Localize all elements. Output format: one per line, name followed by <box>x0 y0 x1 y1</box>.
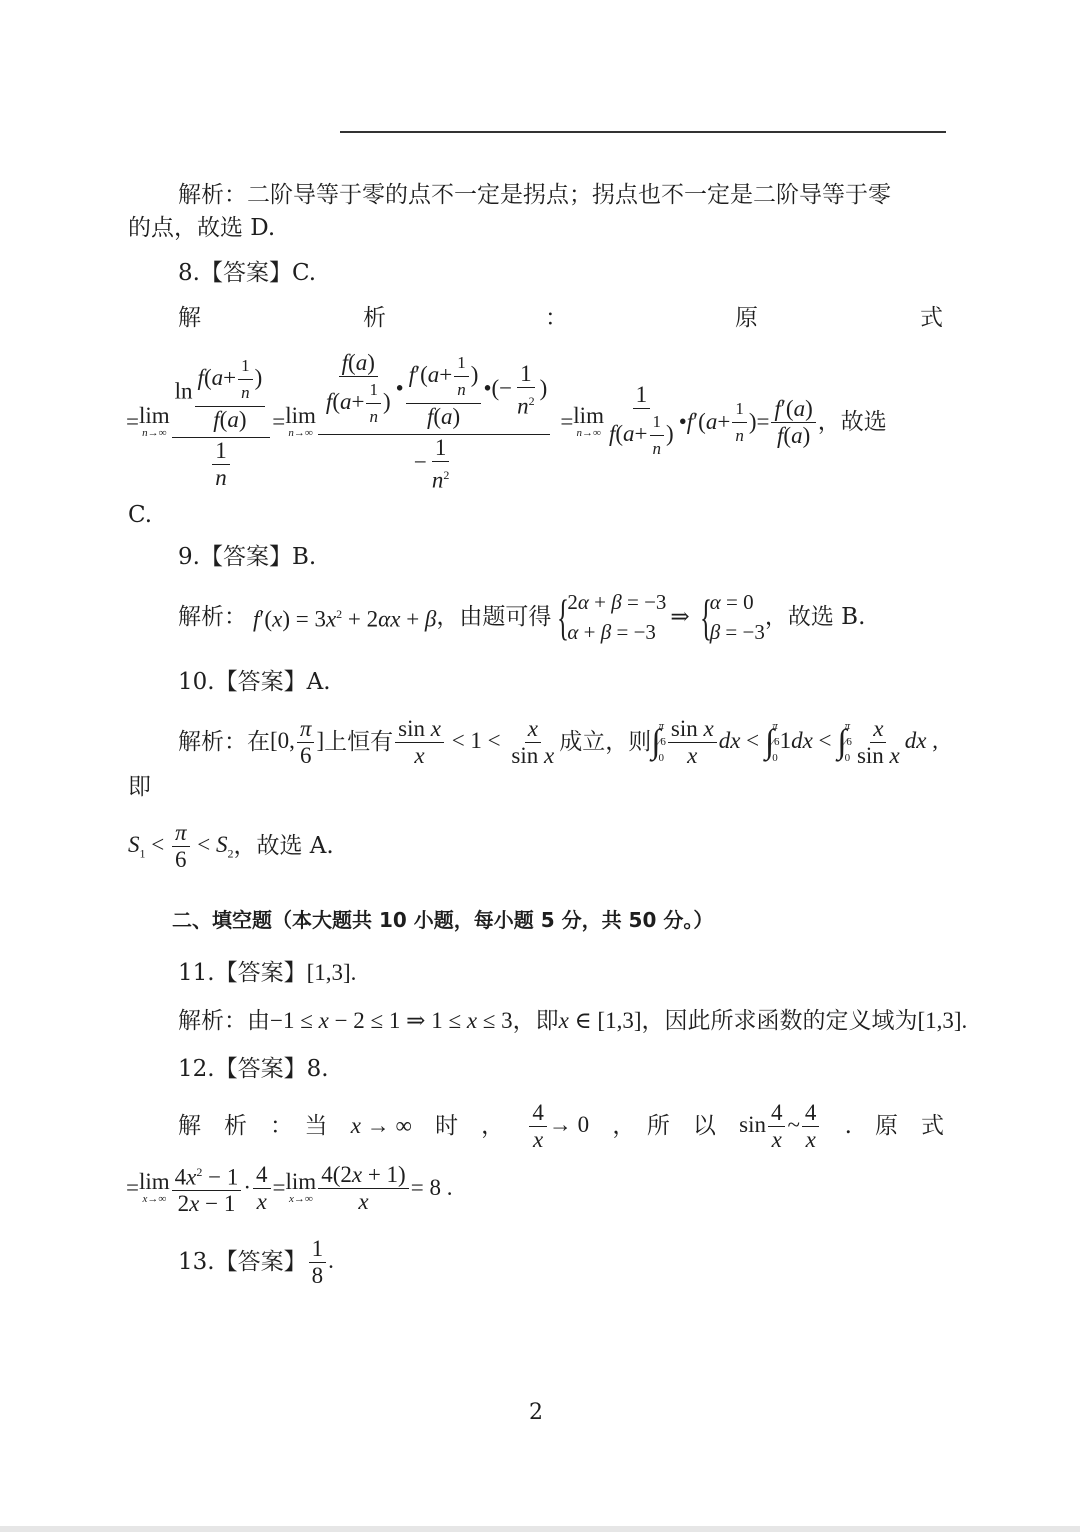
q11-value: [1,3]. <box>306 960 357 985</box>
page-number: 2 <box>529 1400 543 1425</box>
q12-jie: 解 析 ： 当 <box>178 1113 328 1139</box>
header-rule <box>340 131 946 133</box>
q11-end: [1,3]. <box>917 1008 968 1033</box>
q8-shi: 式 <box>920 305 943 331</box>
q10-answer: 10.【答案】A. <box>178 669 331 695</box>
q9-prefix: 解析： <box>178 604 247 630</box>
q11-label: 11.【答案】 <box>178 960 307 986</box>
q8-guxuan: ，故选 <box>817 409 887 435</box>
q10-conclusion: $S_1$ < $\frac{\pi}{6}$ < $S_2$ ，故选 A. <box>128 819 334 872</box>
q11-answer <box>178 958 356 988</box>
q10-ji: 即 <box>128 774 151 800</box>
q12-formula: = lim x→∞ $\frac{4x^2 - 1}{2x - 1}$ · $\frac{4}{x}$ = lim x→∞ $\frac{4(2x + 1)}{x}$ = 8 . <box>126 1160 452 1216</box>
q13-answer: 13.【答案】 $\frac{1}{8}$ . <box>178 1235 334 1288</box>
q9-end: ，故选 B. <box>764 604 866 630</box>
q12-shi: 时 ， <box>435 1113 505 1139</box>
q11-prefix: 解析：由 <box>178 1008 270 1034</box>
bottom-edge <box>0 1526 1080 1532</box>
q12-suoyi: ， 所 以 <box>612 1113 716 1139</box>
q10-mid2: 成立，则 <box>559 729 652 755</box>
q13-label: 13.【答案】 <box>178 1249 307 1275</box>
q8-answer: 8.【答案】C. <box>178 260 317 286</box>
q10-prefix: 解析：在 <box>178 729 270 755</box>
q8-xi: 析 <box>363 305 386 331</box>
q8-jie: 解 <box>178 305 201 331</box>
q8-c: C. <box>128 502 153 528</box>
q10-mid1: 上恒有 <box>324 729 394 755</box>
q8-yuan: 原 <box>735 305 758 331</box>
q7-explanation-line2: 的点，故选 D. <box>128 215 276 241</box>
q9-explanation: 解析： $f'(x) = 3x^2 + 2\alpha x + \beta$ ，由题可得 { 2α + β = −3 α + β = −3 ⇒ { α = 0 β = −3 ，故选 B. <box>178 589 866 645</box>
q7-explanation-line1: 解析：二阶导等于零的点不一定是拐点；拐点也不一定是二阶导等于零 <box>178 182 891 208</box>
q11-mid: ，即 <box>512 1008 559 1034</box>
q12-explanation: 解 析 ： 当 x → ∞ 时 ， $\frac{4}{x}$ → 0 ， 所 以 sin $\frac{4}{x}$ ~ $\frac{4}{x}$ . 原 式 <box>178 1099 944 1152</box>
q10-explanation: 解析：在 [0, $\frac{\pi}{6}$ ] 上恒有 $\frac{\text{sin x}}{x}$ < 1 < $\frac{x}{\text{sin x}}$ 成立，则 ∫ π ⁄6 0 $\frac{\text{sin x}}{x}$ dx < ∫ π ⁄6 0 1dx < ∫ π ⁄6 0 $\frac{x}{\text{sin x}}$ dx , <box>178 715 938 768</box>
q12-yuanshi: . 原 式 <box>844 1113 944 1139</box>
q10-end: ，故选 A. <box>233 833 334 859</box>
section-2-heading: 二、填空题（本大题共 10 小题，每小题 5 分，共 50 分。） <box>172 908 714 932</box>
q8-colon: ： <box>545 305 568 331</box>
q8-formula: = lim n→∞ ln f(a+ $\frac{1}{n}$ ) f(a) $\frac{1}{n}$ = lim n→∞ f(a) f(a+ $\frac{1}{n}$ ) • f′(a+ $\frac{1}{n}$ ) f(a) •(− $\frac{1}{n^2}$ ) − $\frac{1}{n^2}$ = lim n→∞ 1 f(a+ $\frac{1}{n}$ ) • f ′( a + $\frac{1}{n}$ ) = $\frac{f'(a)}{f(a)}$ ，故选 <box>126 350 887 493</box>
q11-explanation: 解析：由−1 ≤ x − 2 ≤ 1 ⇒ 1 ≤ x ≤ 3，即x ∈ [1,3]，因此所求函数的定义域为[1,3]. <box>178 1008 968 1034</box>
q12-answer: 12.【答案】8. <box>178 1056 329 1082</box>
q9-mid: ，由题可得 <box>436 604 552 630</box>
q9-answer: 9.【答案】B. <box>178 544 317 570</box>
q11-mid2: ，因此所求函数的定义域为 <box>641 1008 918 1034</box>
